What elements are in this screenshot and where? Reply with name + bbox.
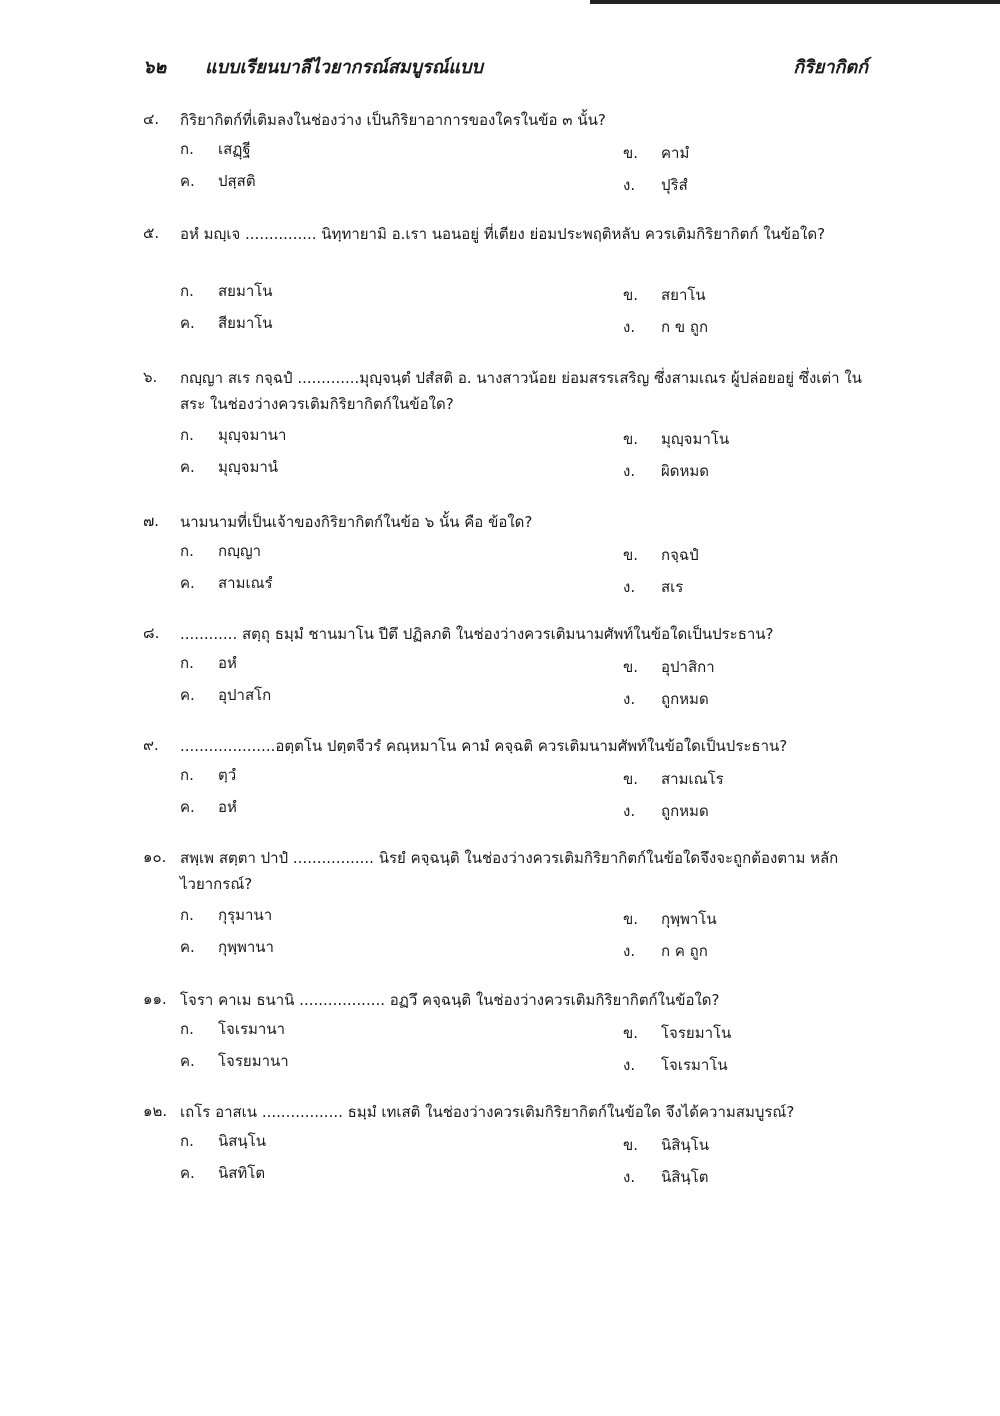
option-b: ข. มุญฺจมาโน [623, 430, 730, 448]
option-c: ค. มุญฺจมานํ [180, 458, 279, 476]
question-text: โจรา คาเม ธนานิ .................. อฏวึ คจฺฉนฺติ ในช่องว่างควรเติมกิริยากิตก์ในข้อใด? [180, 991, 720, 1009]
question-number: ๑๐. [143, 848, 167, 866]
question-12 [143, 1097, 868, 1189]
question-text: ............ สตฺถุ ธมฺมํ ชานมาโน ปีตึ ปฏิลภติ ในช่องว่างควรเติมนามศัพท์ในข้อใดเป็นประธาน? [180, 625, 774, 643]
question-6 [143, 363, 868, 483]
question-text: เถโร อาสเน ................. ธมฺมํ เทเสติ ในช่องว่างควรเติมกิริยากิตก์ในข้อใด จึงได้ความสมบูรณ์? [180, 1103, 795, 1121]
option-a: ก. นิสนฺโน [180, 1132, 266, 1150]
question-number: ๕. [143, 224, 160, 242]
option-c: ค. สามเณรํ [180, 574, 273, 592]
option-a: ก. กุรุมานา [180, 906, 273, 924]
question-text: กญฺญา สเร กจฺฉปํ .............มุญฺจนฺตํ ปสํสติ อ. นางสาวน้อย ย่อมสรรเสริญ ซึ่งสามเณร ผู้ปล่อยอยู่ ซึ่งเต่า ในสระ ในช่องว่างควรเติมกิริยากิตก์ในข้อใด? [180, 369, 862, 413]
option-b: ข. สามเณโร [623, 770, 724, 788]
option-a: ก. โจเรมานา [180, 1020, 286, 1038]
option-d: ง. ถูกหมด [623, 802, 709, 820]
option-c: ค. กุพฺพานา [180, 938, 274, 956]
book-title: แบบเรียนบาลีไวยากรณ์สมบูรณ์แบบ [205, 57, 483, 78]
option-c: ค. สียมาโน [180, 314, 273, 332]
question-number: ๑๑. [143, 990, 167, 1008]
question-7 [143, 507, 868, 599]
option-a: ก. อหํ [180, 654, 237, 672]
option-c: ค. ปสฺสติ [180, 172, 256, 190]
page-number: ๖๒ [143, 57, 167, 78]
page-header [143, 52, 868, 82]
question-number: ๘. [143, 624, 160, 642]
option-b: ข. คามํ [623, 144, 690, 162]
question-5 [143, 219, 868, 339]
option-d: ง. โจเรมาโน [623, 1056, 728, 1074]
option-a: ก. มุญฺจมานา [180, 426, 287, 444]
question-text: นามนามที่เป็นเจ้าของกิริยากิตก์ในข้อ ๖ นั้น คือ ข้อใด? [180, 513, 533, 531]
options [143, 275, 868, 339]
option-b: ข. โจรยมาโน [623, 1024, 732, 1042]
option-c: ค. โจรยมานา [180, 1052, 289, 1070]
question-number: ๖. [143, 368, 158, 386]
chapter-title: กิริยากิตก์ [793, 57, 868, 78]
top-rule [590, 0, 1000, 4]
question-8 [143, 619, 868, 711]
question-4 [143, 105, 868, 197]
question-number: ๔. [143, 110, 160, 128]
options [143, 535, 868, 599]
question-11 [143, 985, 868, 1077]
option-d: ง. สเร [623, 578, 684, 596]
question-number: ๙. [143, 736, 159, 754]
option-c: ค. อหํ [180, 798, 237, 816]
option-d: ง. ก ค ถูก [623, 942, 708, 960]
options [143, 1125, 868, 1189]
question-number: ๗. [143, 512, 160, 530]
question-text: ....................อตฺตโน ปตฺตจีวรํ คณฺหมาโน คามํ คจฺฉติ ควรเติมนามศัพท์ในข้อใดเป็นประธาน? [180, 737, 788, 755]
option-d: ง. นิสินฺโต [623, 1168, 709, 1186]
options [143, 133, 868, 197]
option-b: ข. นิสินฺโน [623, 1136, 709, 1154]
option-b: ข. กุพฺพาโน [623, 910, 717, 928]
option-a: ก. ตฺวํ [180, 766, 237, 784]
option-a: ก. สยมาโน [180, 282, 273, 300]
options [143, 647, 868, 711]
options [143, 1013, 868, 1077]
option-d: ง. ถูกหมด [623, 690, 709, 708]
option-c: ค. อุปาสโก [180, 686, 272, 704]
question-10 [143, 843, 868, 963]
option-d: ง. ผิดหมด [623, 462, 710, 480]
option-b: ข. อุปาสิกา [623, 658, 715, 676]
options [143, 759, 868, 823]
option-b: ข. สยาโน [623, 286, 706, 304]
question-text: สพฺเพ สตฺตา ปาปํ ................. นิรยํ คจฺฉนฺติ ในช่องว่างควรเติมกิริยากิตก์ในข้อใดจึงจะถูกต้องตาม หลักไวยากรณ์? [180, 849, 839, 893]
option-a: ก. กญฺญา [180, 542, 262, 560]
options [143, 419, 868, 483]
options [143, 899, 868, 963]
question-text: กิริยากิตก์ที่เติมลงในช่องว่าง เป็นกิริยาอาการของใครในข้อ ๓ นั้น? [180, 111, 606, 129]
question-text: อหํ มญฺเจ ............... นิทฺทายามิ อ.เรา นอนอยู่ ที่เตียง ย่อมประพฤติหลับ ควรเติมกิริยากิตก์ ในข้อใด? [180, 225, 826, 243]
option-a: ก. เสฏฺฐี [180, 140, 251, 158]
option-d: ง. ปุริสํ [623, 176, 688, 194]
option-d: ง. ก ข ถูก [623, 318, 709, 336]
question-number: ๑๒. [143, 1102, 168, 1120]
question-9 [143, 731, 868, 823]
option-b: ข. กจฺฉปํ [623, 546, 699, 564]
option-c: ค. นิสทิโต [180, 1164, 266, 1182]
